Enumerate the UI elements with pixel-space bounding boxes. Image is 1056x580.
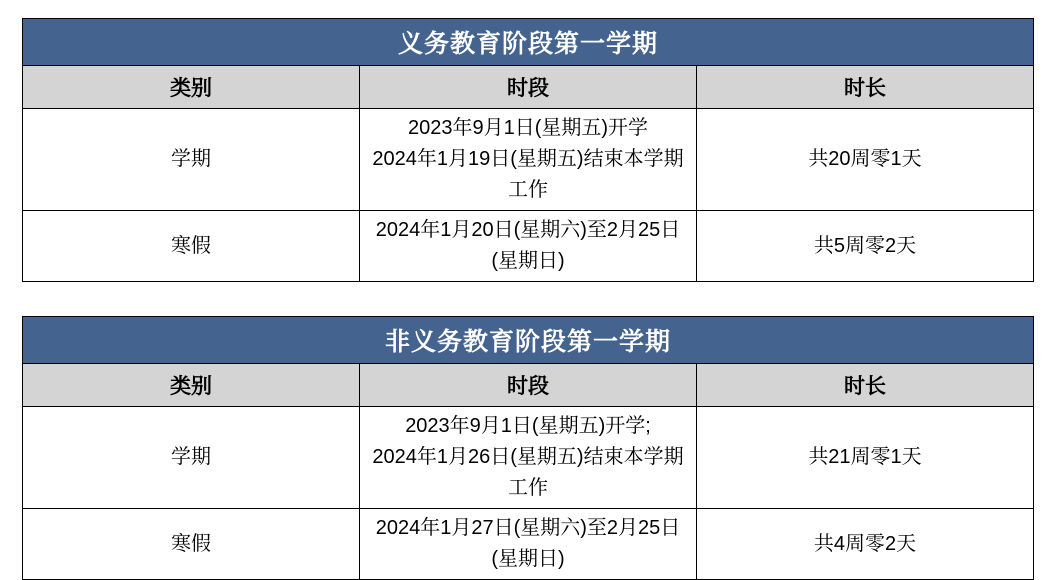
row-category: 寒假 [23,509,360,580]
row-period [360,407,697,509]
row-period-line: 2024年1月27日(星期六)至2月25日(星期日) [375,517,681,570]
row-period-line: 2024年1月26日(星期五)结束本学期工作 [372,446,684,499]
row-period-line: 2023年9月1日(星期五)开学 [407,117,649,139]
table-header-row [23,66,1034,109]
table-title: 义务教育阶段第一学期 [23,19,1034,66]
row-duration: 共21周零1天 [697,407,1034,509]
row-period-line: 2023年9月1日(星期五)开学; [405,415,651,437]
column-header-duration: 时长 [697,364,1034,407]
row-duration: 共20周零1天 [697,109,1034,211]
compulsory-education-schedule-table [22,18,1034,282]
row-period-line: 2024年1月20日(星期六)至2月25日(星期日) [375,219,681,272]
row-period-line: 2024年1月19日(星期五)结束本学期工作 [372,148,684,201]
table-title-row [23,317,1034,364]
table-row [23,509,1034,580]
row-duration: 共5周零2天 [697,211,1034,282]
row-category: 学期 [23,109,360,211]
column-header-period: 时段 [360,66,697,109]
column-header-category: 类别 [23,364,360,407]
row-period [360,211,697,282]
table-header-row [23,364,1034,407]
table-row [23,109,1034,211]
row-duration: 共4周零2天 [697,509,1034,580]
row-category: 学期 [23,407,360,509]
table-row [23,407,1034,509]
table-title-row [23,19,1034,66]
column-header-duration: 时长 [697,66,1034,109]
table-title: 非义务教育阶段第一学期 [23,317,1034,364]
non-compulsory-education-schedule-table [22,316,1034,580]
row-category: 寒假 [23,211,360,282]
column-header-period: 时段 [360,364,697,407]
row-period [360,509,697,580]
column-header-category: 类别 [23,66,360,109]
row-period [360,109,697,211]
table-row [23,211,1034,282]
table-spacer [22,282,1034,316]
